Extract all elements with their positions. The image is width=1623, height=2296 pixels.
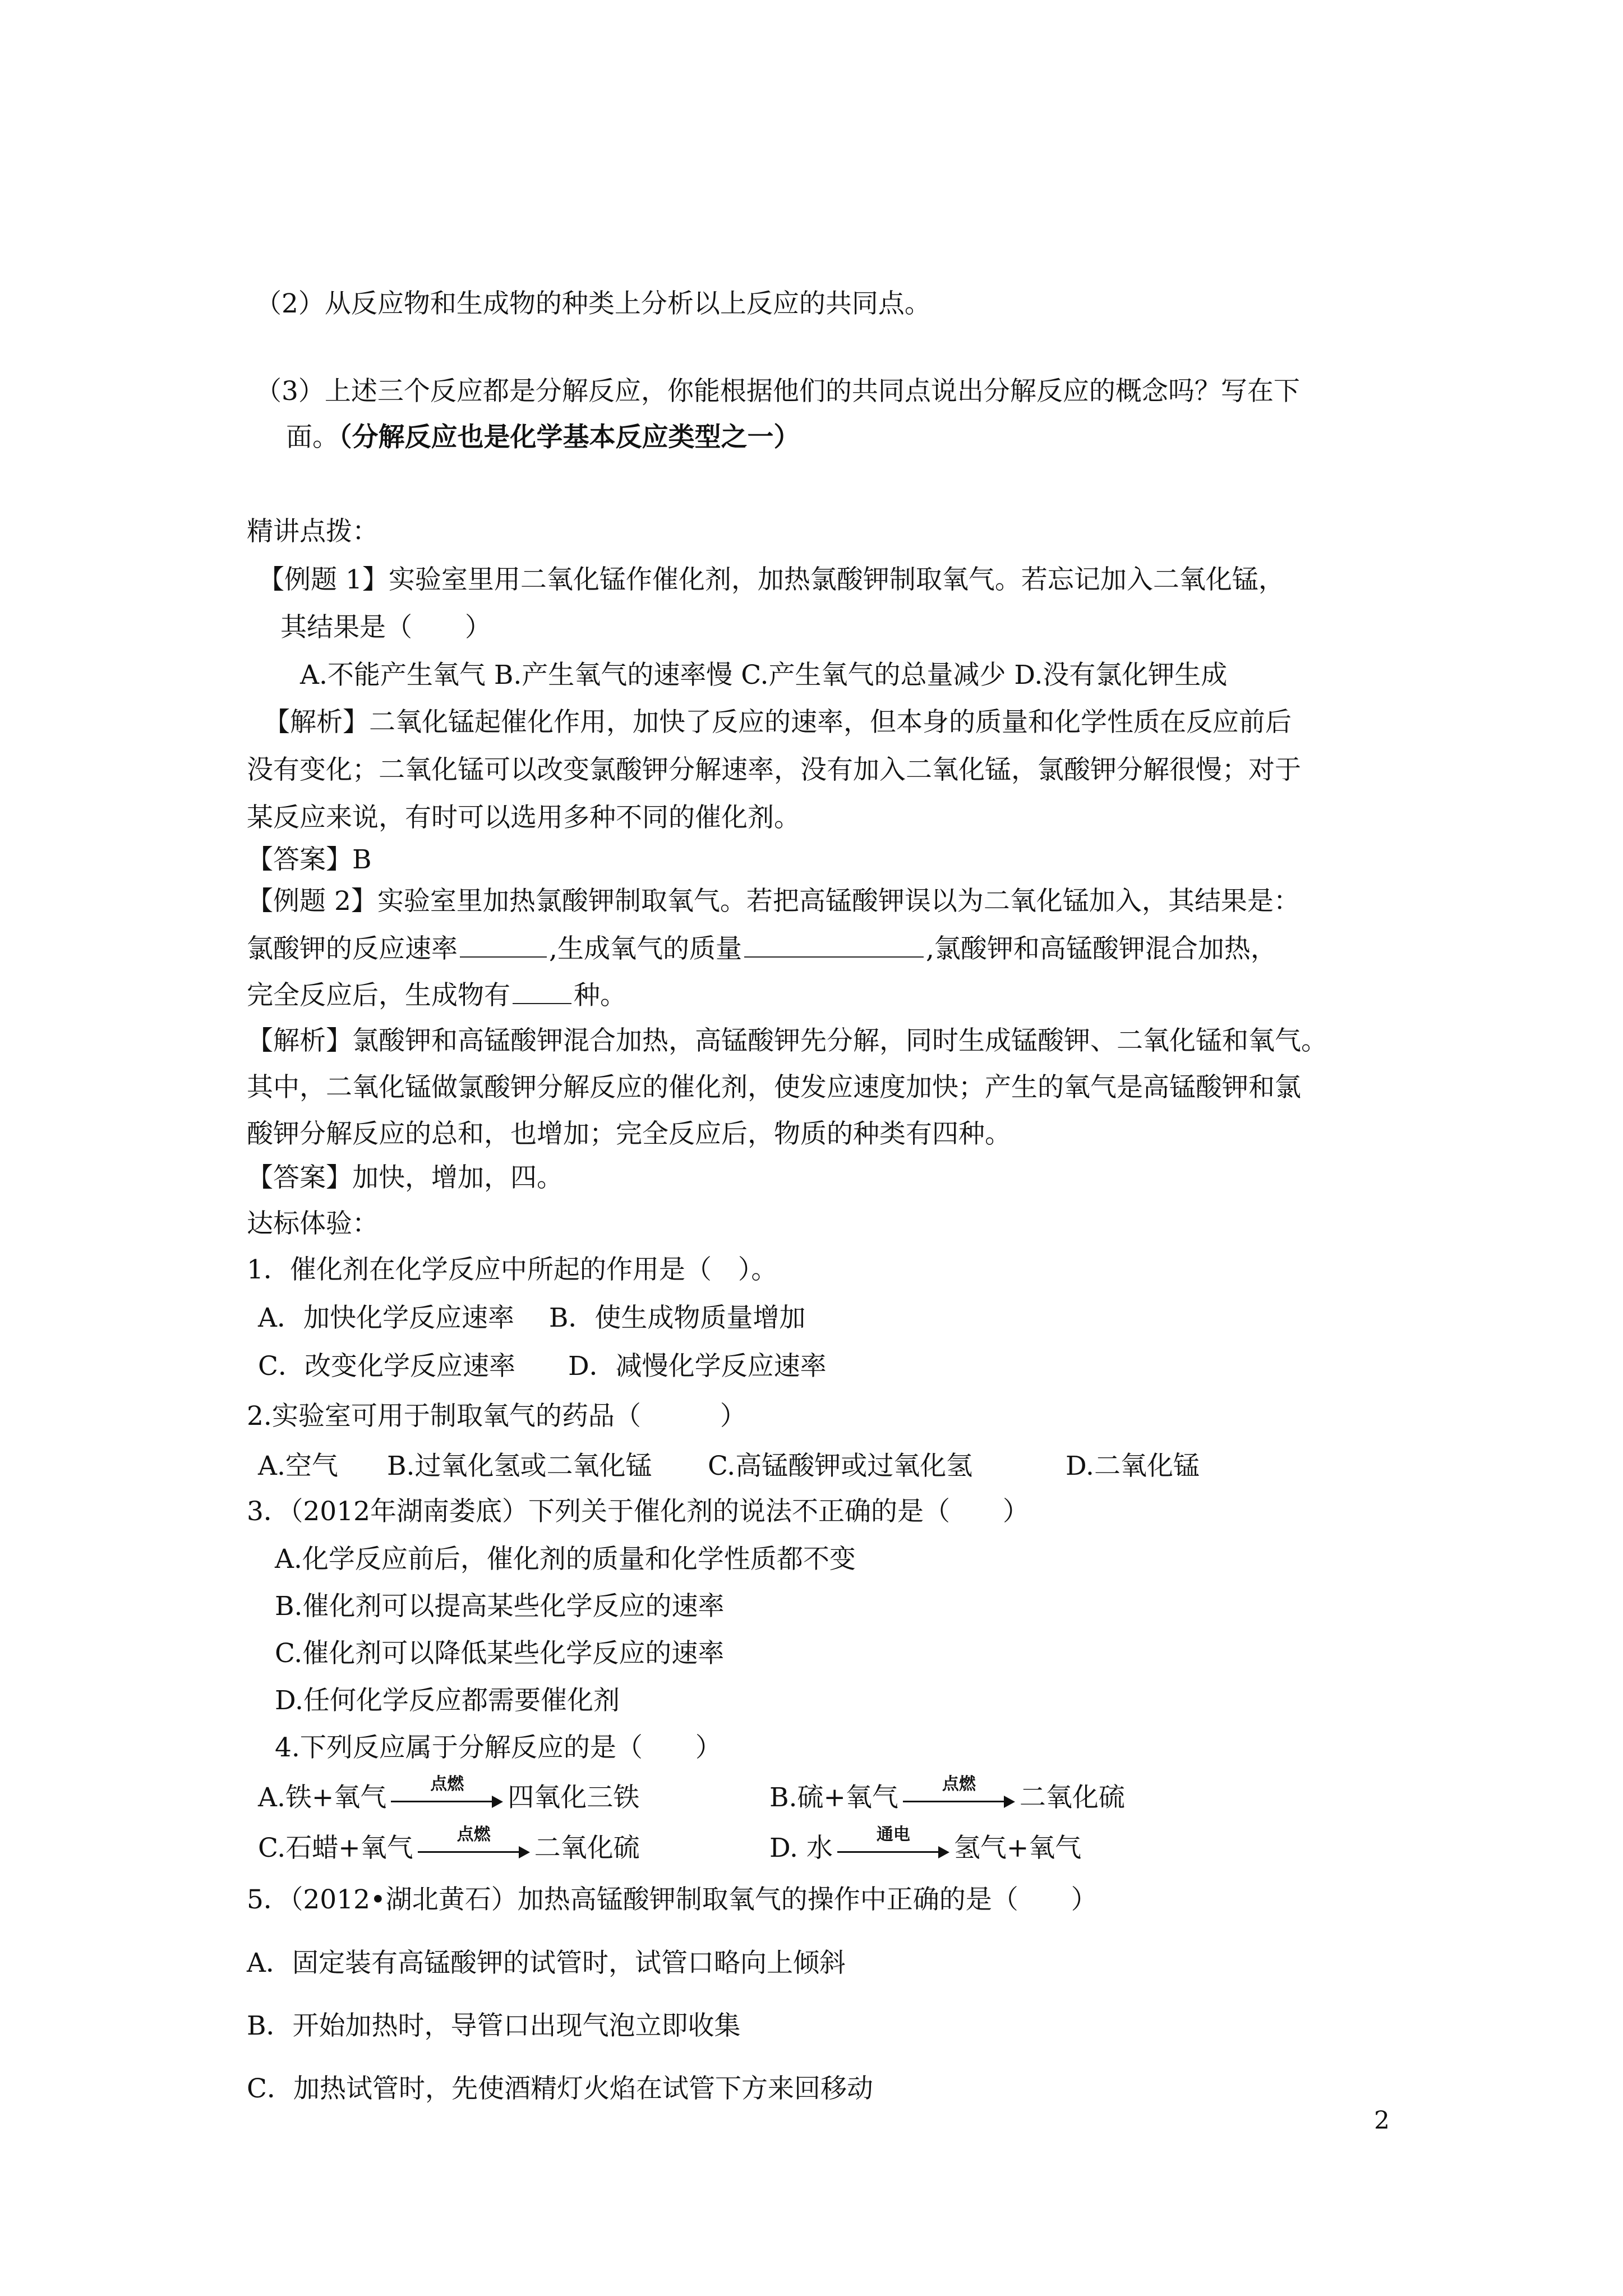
exercise-3-option-d: D.任何化学反应都需要催化剂	[275, 1685, 620, 1716]
reaction-arrow-icon	[391, 1774, 503, 1811]
page-number: 2	[1374, 2106, 1390, 2135]
example-2-text-b: ,生成氧气的质量	[549, 933, 742, 964]
exercise-3-option-c: C.催化剂可以降低某些化学反应的速率	[275, 1638, 725, 1669]
question-3-note-bold: （分解反应也是化学基本反应类型之一）	[339, 422, 800, 453]
example-2-line2	[247, 931, 1277, 966]
reaction-c-condition: 点燃	[457, 1825, 491, 1844]
reaction-d-products: 氢气+氧气	[953, 1833, 1082, 1864]
reaction-a-products: 四氧化三铁	[508, 1782, 640, 1813]
example-2-analysis-line1: 【解析】氯酸钾和高锰酸钾混合加热，高锰酸钾先分解，同时生成锰酸钾、二氧化锰和氧气。	[247, 1025, 1327, 1056]
exercise-2-option-b: B.过氧化氢或二氧化锰	[387, 1451, 652, 1481]
example-1-analysis-line3: 某反应来说，有时可以选用多种不同的催化剂。	[247, 802, 800, 833]
jingjiang-heading: 精讲点拨：	[247, 516, 379, 547]
exercise-2-question: 2.实验室可用于制取氧气的药品（ ）	[247, 1401, 746, 1432]
question-3-text-line2	[286, 421, 800, 454]
answer-blank-rate[interactable]	[460, 931, 547, 958]
exercise-3-question: 3．（2012年湖南娄底）下列关于催化剂的说法不正确的是（ ）	[247, 1496, 1030, 1527]
example-2-text-a: 氯酸钾的反应速率	[247, 933, 458, 964]
exercise-5-option-c: C．加热试管时，先使酒精灯火焰在试管下方来回移动	[247, 2073, 873, 2104]
reaction-c-products: 二氧化硫	[534, 1833, 640, 1864]
exercise-4-option-b	[769, 1774, 1125, 1815]
example-1-answer: 【答案】B	[247, 844, 372, 875]
reaction-c-reactants: C.石蜡+氧气	[258, 1833, 413, 1864]
reaction-arrow-icon	[837, 1825, 949, 1861]
reaction-b-products: 二氧化硫	[1019, 1782, 1125, 1813]
example-2-analysis-line3: 酸钾分解反应的总和，也增加；完全反应后，物质的种类有四种。	[247, 1119, 1011, 1149]
exercise-3-option-a: A.化学反应前后，催化剂的质量和化学性质都不变	[275, 1544, 856, 1575]
example-2-analysis-line2: 其中，二氧化锰做氯酸钾分解反应的催化剂，使发应速度加快；产生的氧气是高锰酸钾和氯	[247, 1072, 1301, 1103]
example-1-analysis-line1: 【解析】二氧化锰起催化作用，加快了反应的速率，但本身的质量和化学性质在反应前后	[264, 707, 1292, 738]
exercise-1-options-ab: A．加快化学反应速率 B．使生成物质量增加	[258, 1303, 806, 1333]
reaction-a-reactants: A.铁+氧气	[258, 1782, 387, 1813]
exercise-4-question: 4.下列反应属于分解反应的是（ ）	[275, 1732, 722, 1763]
reaction-d-condition: 通电	[876, 1825, 910, 1844]
reaction-arrow-icon	[418, 1825, 530, 1861]
example-2-line3	[247, 977, 626, 1013]
exercise-5-option-a: A．固定装有高锰酸钾的试管时，试管口略向上倾斜	[247, 1948, 846, 1978]
question-3-text-plain: 面。	[286, 422, 339, 453]
exercise-4-option-a	[258, 1774, 640, 1815]
exercise-2-option-d: D.二氧化锰	[1066, 1451, 1200, 1481]
dabiao-heading: 达标体验：	[247, 1208, 379, 1239]
example-1-options: A.不能产生氧气 B.产生氧气的速率慢 C.产生氧气的总量减少 D.没有氯化钾生成	[300, 660, 1228, 691]
reaction-d-reactants: D. 水	[769, 1833, 833, 1864]
example-1-line2: 其结果是（ ）	[280, 612, 491, 643]
example-2-text-e: 种。	[574, 980, 626, 1011]
example-1-line1: 【例题 1】实验室里用二氧化锰作催化剂，加热氯酸钾制取氧气。若忘记加入二氧化锰，	[258, 564, 1285, 595]
reaction-b-reactants: B.硫+氧气	[769, 1782, 898, 1813]
exercise-1-options-cd: C．改变化学反应速率 D．减慢化学反应速率	[258, 1351, 827, 1382]
exercise-3-option-b: B.催化剂可以提高某些化学反应的速率	[275, 1591, 725, 1622]
exercise-5-option-b: B．开始加热时，导管口出现气泡立即收集	[247, 2010, 741, 2041]
answer-blank-kinds[interactable]	[513, 977, 571, 1004]
example-2-line1: 【例题 2】实验室里加热氯酸钾制取氧气。若把高锰酸钾误以为二氧化锰加入，其结果是：	[247, 886, 1300, 917]
exercise-5-question: 5．（2012•湖北黄石）加热高锰酸钾制取氧气的操作中正确的是（ ）	[247, 1884, 1098, 1915]
reaction-arrow-icon	[903, 1774, 1015, 1811]
example-2-text-d: 完全反应后，生成物有	[247, 980, 510, 1011]
exercise-2-option-c: C.高锰酸钾或过氧化氢	[708, 1451, 973, 1481]
exercise-1-question: 1．催化剂在化学反应中所起的作用是（ ）。	[247, 1254, 778, 1285]
example-1-analysis-line2: 没有变化；二氧化锰可以改变氯酸钾分解速率，没有加入二氧化锰，氯酸钾分解很慢；对于	[247, 754, 1301, 785]
reaction-a-condition: 点燃	[430, 1774, 464, 1794]
exercise-4-option-c	[258, 1825, 640, 1865]
exercise-4-option-d	[769, 1825, 1082, 1865]
question-2-text: （2）从反应物和生成物的种类上分析以上反应的共同点。	[255, 288, 931, 319]
reaction-b-condition: 点燃	[942, 1774, 976, 1794]
answer-blank-mass[interactable]	[744, 931, 924, 958]
example-2-text-c: ,氯酸钾和高锰酸钾混合加热，	[925, 933, 1277, 964]
question-3-text-line1: （3）上述三个反应都是分解反应，你能根据他们的共同点说出分解反应的概念吗？写在下	[255, 376, 1300, 407]
exercise-2-option-a: A.空气	[258, 1451, 338, 1481]
example-2-answer: 【答案】加快，增加，四。	[247, 1162, 563, 1193]
